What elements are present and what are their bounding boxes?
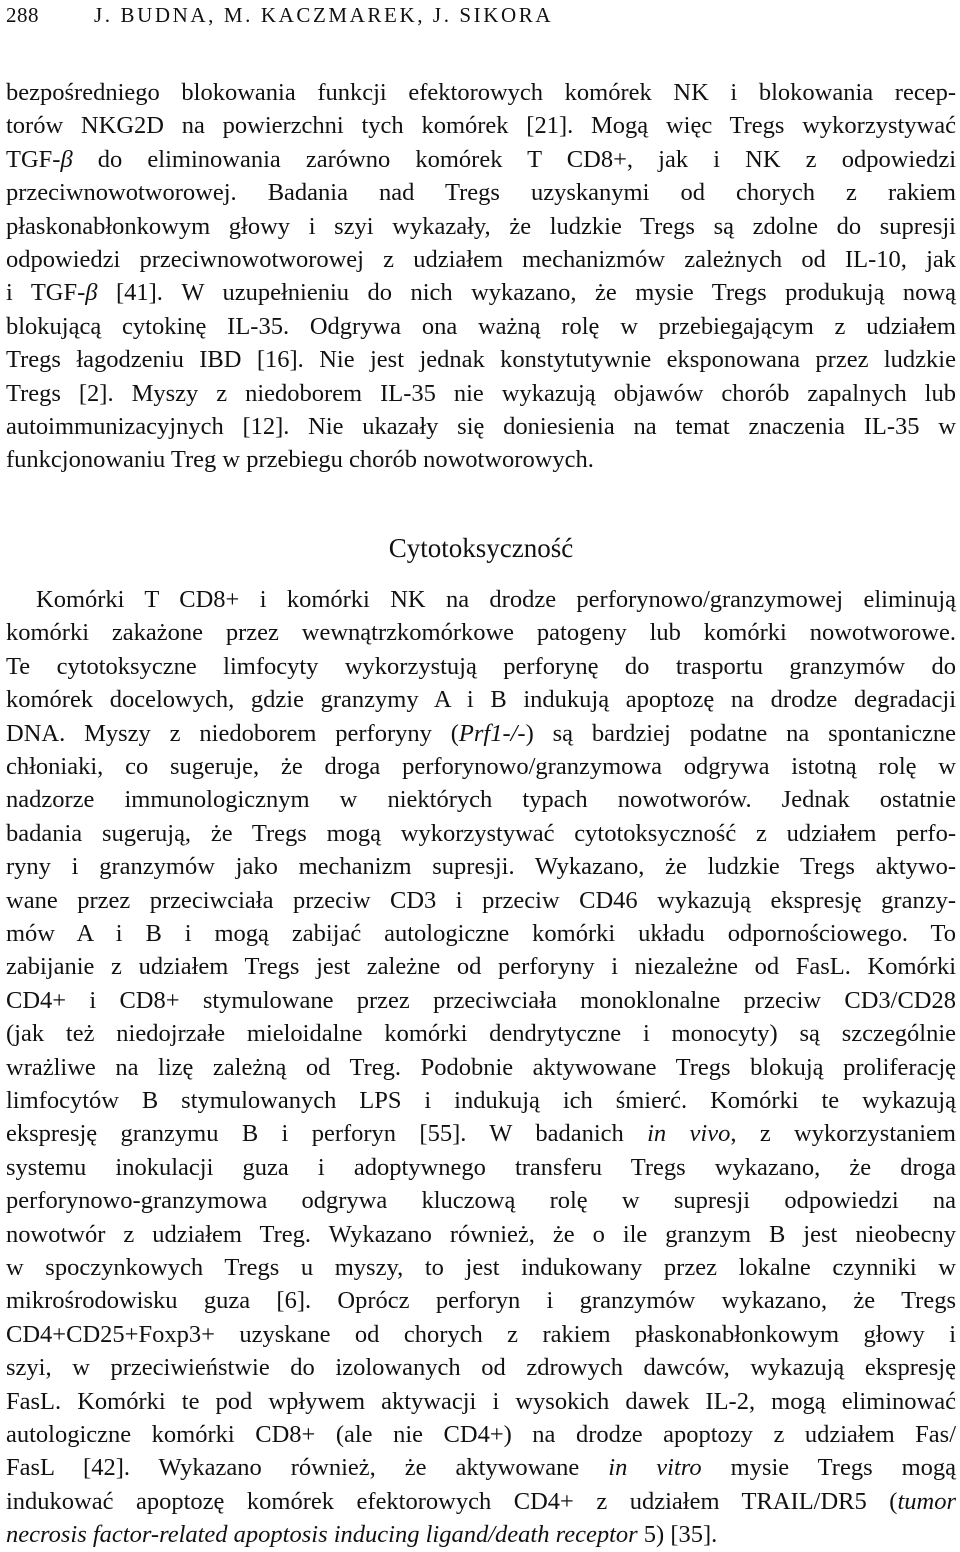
text-line: FasL [42]. Wykazano również, że aktywowane in vitro mysie Tregs mogą [6, 1454, 957, 1482]
text-line: komórek docelowych, gdzie granzymy A i B indukują apoptozę na drodze degradacji [6, 686, 956, 714]
text-line: FasL. Komórki te pod wpływem aktywacji i wysokich dawek IL-2, mogą eliminować [6, 1387, 956, 1415]
text-line: Te cytotoksyczne limfocyty wykorzystują perforynę do trasportu granzymów do [6, 652, 956, 680]
text-line: blokującą cytokinę IL-35. Odgrywa ona ważną rolę w przebiegającym z udziałem [6, 312, 956, 340]
text-line: DNA. Myszy z niedoborem perforyny (Prf1-/-) są bardziej podatne na spontaniczne [6, 719, 956, 747]
text-line: TGF-β do eliminowania zarówno komórek T CD8+, jak i NK z odpowiedzi [6, 145, 956, 173]
running-header [6, 2, 954, 28]
text-line: Tregs [2]. Myszy z niedoborem IL-35 nie wykazują objawów chorób zapalnych lub [6, 379, 956, 407]
text-line: necrosis factor-related apoptosis inducing ligand/death receptor 5) [35]. [6, 1521, 718, 1549]
text-line: ryny i granzymów jako mechanizm supresji. Wykazano, że ludzkie Tregs aktywo- [6, 853, 956, 881]
text-line: systemu inokulacji guza i adoptywnego transferu Tregs wykazano, że droga [6, 1153, 956, 1181]
text-line: CD4+ i CD8+ stymulowane przez przeciwciała monoklonalne przeciw CD3/CD28 [6, 986, 956, 1014]
text-line: mów A i B i mogą zabijać autologiczne komórki układu odpornościowego. To [6, 919, 956, 947]
text-line: (jak też niedojrzałe mieloidalne komórki dendrytyczne i monocyty) są szczególnie [6, 1020, 956, 1048]
running-header-authors: J. BUDNA, M. KACZMAREK, J. SIKORA [94, 3, 554, 27]
text-line: nadzorze immunologicznym w niektórych typach nowotworów. Jednak ostatnie [6, 786, 956, 814]
text-line: komórki zakażone przez wewnątrzkomórkowe patogeny lub komórki nowotworowe. [6, 619, 956, 647]
text-line: odpowiedzi przeciwnowotworowej z udziałem mechanizmów zależnych od IL-10, jak [6, 246, 956, 274]
text-line: mikrośrodowisku guza [6]. Oprócz perforyn i granzymów wykazano, że Tregs [6, 1287, 956, 1315]
paragraph-cytotoxicity [6, 583, 956, 1552]
text-line: badania sugerują, że Tregs mogą wykorzystywać cytotoksyczność z udziałem perfo- [6, 819, 956, 847]
text-line: chłoniaki, co sugeruje, że droga perforynowo/granzymowa odgrywa istotną rolę w [6, 752, 956, 780]
text-line: zabijanie z udziałem Tregs jest zależne od perforyny i niezależne od FasL. Komórki [6, 953, 956, 981]
article-body [6, 76, 956, 1552]
section-heading: Cytotoksyczność [388, 532, 574, 563]
text-line: bezpośredniego blokowania funkcji efektorowych komórek NK i blokowania recep- [6, 79, 956, 106]
text-line: nowotwór z udziałem Treg. Wykazano również, że o ile granzym B jest nieobecny [6, 1220, 956, 1248]
text-line: Komórki T CD8+ i komórki NK na drodze perforynowo/granzymowej eliminują [36, 585, 956, 613]
paragraph-tregs-il35 [6, 76, 956, 477]
text-line: płaskonabłonkowym głowy i szyi wykazały, że ludzkie Tregs są zdolne do supresji [6, 212, 956, 240]
text-line: ekspresję granzymu B i perforyn [55]. W badanich in vivo, z wykorzystaniem [6, 1120, 956, 1148]
text-line: funkcjonowaniu Treg w przebiegu chorób nowotworowych. [6, 446, 594, 474]
text-line: szyi, w przeciwieństwie do izolowanych od zdrowych dawców, wykazują ekspresję [6, 1354, 956, 1382]
page-number: 288 [6, 3, 39, 27]
text-line: CD4+CD25+Foxp3+ uzyskane od chorych z rakiem płaskonabłonkowym głowy i [6, 1320, 956, 1348]
text-line: przeciwnowotworowej. Badania nad Tregs uzyskanymi od chorych z rakiem [6, 179, 956, 207]
text-line: perforynowo-granzymowa odgrywa kluczową rolę w supresji odpowiedzi na [6, 1187, 956, 1215]
text-line: limfocytów B stymulowanych LPS i indukują ich śmierć. Komórki te wykazują [6, 1086, 956, 1114]
text-line: torów NKG2D na powierzchni tych komórek [21]. Mogą więc Tregs wykorzystywać [6, 112, 956, 140]
text-line: indukować apoptozę komórek efektorowych CD4+ z udziałem TRAIL/DR5 (tumor [6, 1487, 956, 1515]
text-line: Tregs łagodzeniu IBD [16]. Nie jest jednak konstytutywnie eksponowana przez ludzkie [6, 346, 956, 374]
text-line: w spoczynkowych Tregs u myszy, to jest indukowany przez lokalne czynniki w [6, 1254, 956, 1281]
text-line: autologiczne komórki CD8+ (ale nie CD4+) na drodze apoptozy z udziałem Fas/ [6, 1421, 956, 1449]
text-line: wane przez przeciwciała przeciw CD3 i przeciw CD46 wykazują ekspresję granzy- [6, 886, 956, 914]
text-line: wrażliwe na lizę zależną od Treg. Podobnie aktywowane Tregs blokują proliferację [6, 1053, 956, 1081]
text-line: i TGF-β [41]. W uzupełnieniu do nich wykazano, że mysie Tregs produkują nową [6, 279, 957, 307]
text-line: autoimmunizacyjnych [12]. Nie ukazały się doniesienia na temat znaczenia IL-35 w [6, 413, 956, 441]
